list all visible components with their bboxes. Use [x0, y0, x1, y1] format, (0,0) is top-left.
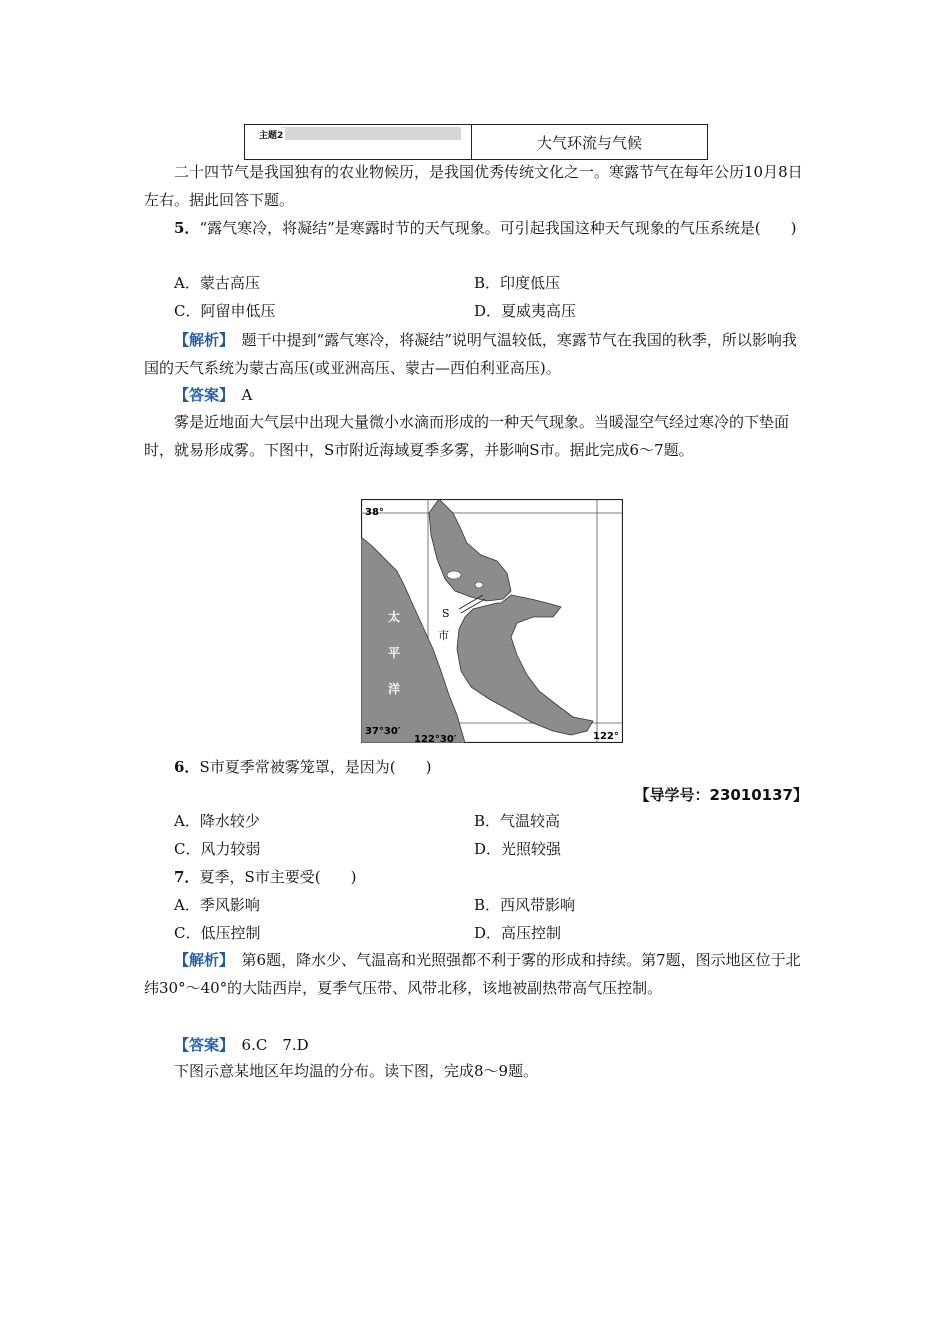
answer-label: 【答案】	[174, 386, 227, 404]
island	[447, 571, 461, 579]
q5-option-c: C．阿留申低压	[174, 302, 276, 320]
topic-header	[244, 124, 708, 160]
question-number: 5．	[174, 219, 200, 237]
analysis-text: 题干中提到“露气寒冷，将凝结”说明气温较低，寒露节气在我国的秋季，所以影响我国的天气系统为蒙古高压(或亚洲高压、蒙古—西伯利亚高压)。	[144, 331, 797, 377]
question-text: “露气寒冷，将凝结”是寒露时节的天气现象。可引起我国这种天气现象的气压系统是( )	[199, 219, 797, 237]
map-city-label: S	[442, 607, 450, 620]
analysis-text: 第6题，降水少、气温高和光照强都不利于雾的形成和持续。第7题，图示地区位于北纬30°～40°的大陆西岸，夏季气压带、风带北移，该地被副热带高气压控制。	[144, 951, 801, 997]
answer-text: A	[241, 386, 253, 404]
map-lat-label-top: 38°	[365, 507, 384, 518]
q7-option-a: A．季风影响	[174, 896, 260, 914]
question-number: 7．	[174, 868, 200, 886]
map-ocean-label: 洋	[388, 682, 401, 696]
topic-tag: 主题2	[257, 128, 285, 141]
intro-paragraph-2: 雾是近地面大气层中出现大量微小水滴而形成的一种天气现象。当暖湿空气经过寒冷的下垫面时，就易形成雾。下图中，S市附近海域夏季多雾，并影响S市。据此完成6～7题。	[144, 413, 790, 459]
header-left-cell	[245, 125, 472, 159]
analysis-label: 【解析】	[174, 951, 227, 969]
analysis-1	[144, 326, 808, 382]
answer-label: 【答案】	[174, 1036, 227, 1054]
q5-option-b: B．印度低压	[474, 274, 561, 292]
sketch-map	[361, 499, 623, 743]
question-text: S市夏季常被雾笼罩，是因为( )	[199, 758, 432, 776]
intro-paragraph-3: 下图示意某地区年均温的分布。读下图，完成8～9题。	[174, 1062, 539, 1080]
map-lon-label-right: 122°	[593, 731, 619, 742]
q6-option-b: B．气温较高	[474, 812, 561, 830]
question-number: 6．	[174, 758, 200, 776]
answer-1	[174, 384, 252, 405]
q6-option-a: A．降水较少	[174, 812, 260, 830]
map-ocean-label: 太	[388, 610, 401, 624]
q7-option-b: B．西风带影响	[474, 896, 576, 914]
island	[475, 582, 483, 588]
guide-number: 【导学号：23010137】	[634, 786, 808, 804]
q6-option-d: D．光照较强	[474, 840, 562, 858]
question-5	[144, 214, 808, 242]
map-lat-label-bottom: 37°30′	[365, 726, 401, 737]
q5-option-d: D．夏威夷高压	[474, 302, 577, 320]
map-lon-label-left: 122°30′	[414, 734, 457, 743]
map-ocean-label: 平	[388, 646, 401, 660]
question-7	[174, 866, 356, 887]
header-banner-bar	[281, 127, 461, 140]
q7-option-d: D．高压控制	[474, 924, 562, 942]
q7-option-c: C．低压控制	[174, 924, 261, 942]
question-text: 夏季，S市主要受( )	[199, 868, 357, 886]
topic-title: 大气环流与气候	[536, 133, 642, 152]
q6-option-c: C．风力较弱	[174, 840, 261, 858]
answer-2	[174, 1034, 309, 1055]
question-6	[174, 756, 431, 777]
map-city-label: 市	[438, 629, 449, 642]
analysis-2	[144, 946, 808, 1002]
answer-text: 6.C 7.D	[241, 1036, 309, 1054]
analysis-label: 【解析】	[174, 331, 227, 349]
intro-paragraph-1: 二十四节气是我国独有的农业物候历，是我国优秀传统文化之一。寒露节气在每年公历10月8日左右。据此回答下题。	[144, 163, 803, 209]
q5-option-a: A．蒙古高压	[174, 274, 260, 292]
